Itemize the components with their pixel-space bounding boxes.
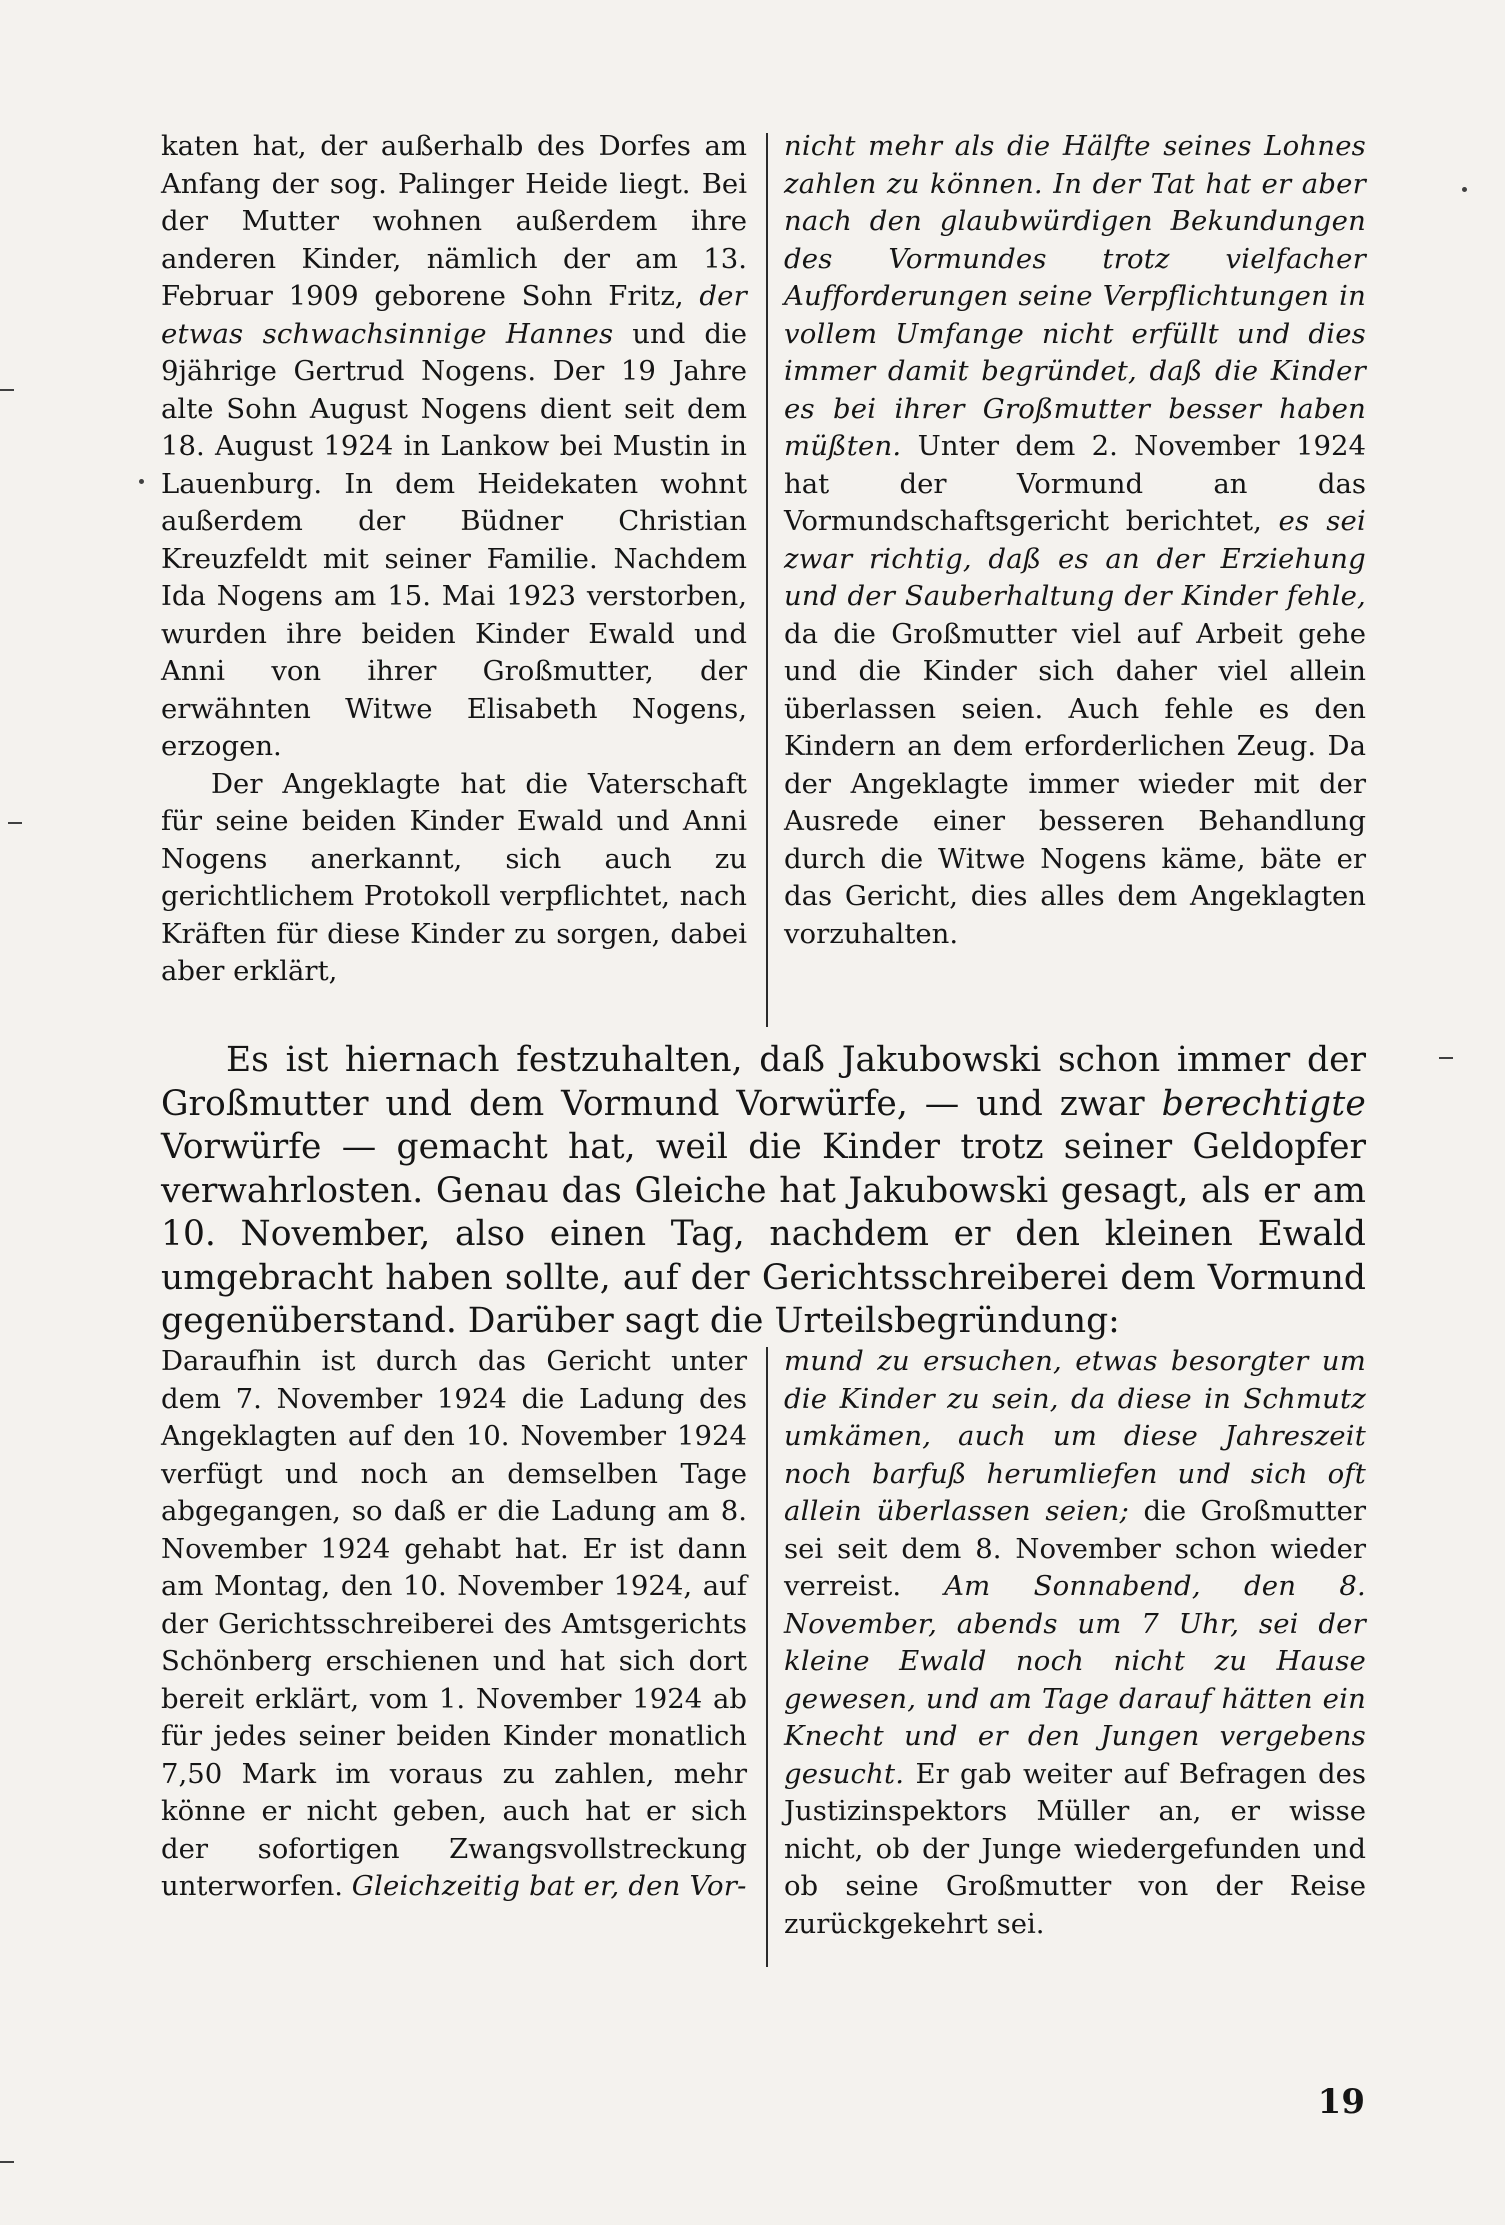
scan-speck bbox=[1462, 187, 1467, 192]
scan-speck bbox=[139, 479, 144, 484]
page-number: 19 bbox=[1317, 2082, 1365, 2122]
upper-right-column bbox=[784, 128, 1366, 953]
lower-right-paragraph bbox=[784, 1343, 1366, 1943]
lower-right-column bbox=[784, 1343, 1366, 1943]
upper-left-paragraph-1 bbox=[161, 128, 747, 766]
emphasis-span: Gleichzeitig bat er, den Vor- bbox=[351, 1870, 747, 1902]
text-span: die Großmutter sei seit dem 8. November schon wieder verreist. bbox=[784, 1495, 1366, 1602]
lower-left-paragraph bbox=[161, 1343, 747, 1906]
middle-paragraph-text bbox=[161, 1039, 1366, 1344]
margin-tick bbox=[8, 822, 22, 824]
text-span: Vorwürfe — gemacht hat, weil die Kinder trotz seiner Geldopfer verwahrlosten. Genau das Gleiche hat Jakubowski gesagt, als er am 10. November, also einen Tag, nachdem er den kleinen Ewald umgebracht haben sollte, auf der Gerichtsschreiberei dem Vormund gegenüberstand. Darüber sagt die Urteilsbegründung: bbox=[161, 1127, 1366, 1341]
text-span: Es ist hiernach festzuhalten, daß Jakubowski schon immer der Großmutter und dem Vormund Vorwürfe, — und zwar bbox=[161, 1040, 1366, 1124]
emphasis-span: berechtigte bbox=[1161, 1083, 1366, 1124]
upper-right-paragraph bbox=[784, 128, 1366, 953]
margin-tick bbox=[1439, 1057, 1453, 1059]
lower-left-column bbox=[161, 1343, 747, 1906]
column-divider-upper bbox=[766, 133, 768, 1027]
emphasis-span: der etwas schwachsinnige Hannes bbox=[161, 280, 747, 350]
emphasis-span: nicht mehr als die Hälfte seines Lohnes zahlen zu können. In der Tat hat er aber nach den glaubwürdigen Bekundungen des Vormundes trotz vielfacher Aufforderungen seine Verpflichtungen in vollem Umfange nicht erfüllt und dies immer damit begründet, daß die Kinder es bei ihrer Großmutter besser haben müßten. bbox=[784, 130, 1366, 462]
upper-left-paragraph-2 bbox=[161, 766, 747, 991]
text-span: Daraufhin ist durch das Gericht unter dem 7. November 1924 die Ladung des Angeklagten auf den 10. November 1924 verfügt und noch an demselben Tage abgegangen, so daß er die Ladung am 8. November 1924 gehabt hat. Er ist dann am Montag, den 10. November 1924, auf der Gerichtsschreiberei des Amtsgerichts Schönberg erschienen und hat sich dort bereit erklärt, vom 1. November 1924 ab für jedes seiner beiden Kinder monatlich 7,50 Mark im voraus zu zahlen, mehr könne er nicht geben, auch hat er sich der sofortigen Zwangsvollstreckung unterworfen. bbox=[161, 1345, 747, 1902]
margin-tick bbox=[0, 389, 14, 391]
text-span: katen hat, der außerhalb des Dorfes am Anfang der sog. Palinger Heide liegt. Bei der Mutter wohnen außerdem ihre anderen Kinder, nämlich der am 13. Februar 1909 geborene Sohn Fritz, bbox=[161, 130, 747, 312]
emphasis-span: mund zu ersuchen, etwas besorgter um die Kinder zu sein, da diese in Schmutz umkämen, auch um diese Jahreszeit noch barfuß herumliefen und sich oft allein überlassen seien; bbox=[784, 1345, 1366, 1527]
text-span: da die Großmutter viel auf Arbeit gehe und die Kinder sich daher viel allein überlassen seien. Auch fehle es den Kindern an dem erforderlichen Zeug. Da der Angeklagte immer wieder mit der Ausrede einer besseren Behandlung durch die Witwe Nogens käme, bäte er das Gericht, dies alles dem Angeklagten vorzuhalten. bbox=[784, 617, 1366, 950]
text-span: Der Angeklagte hat die Vaterschaft für seine beiden Kinder Ewald und Anni Nogens anerkannt, sich auch zu gerichtlichem Protokoll verpflichtet, nach Kräften für diese Kinder zu sorgen, dabei aber erklärt, bbox=[161, 767, 747, 987]
emphasis-span: Am Sonnabend, den 8. November, abends um 7 Uhr, sei der kleine Ewald noch nicht zu Hause gewesen, und am Tage darauf hätten ein Knecht und er den Jungen vergebens gesucht. bbox=[784, 1570, 1366, 1790]
full-width-paragraph bbox=[161, 1039, 1366, 1344]
emphasis-span: es sei zwar richtig, daß es an der Erziehung und der Sauberhaltung der Kinder fehle, bbox=[784, 505, 1366, 612]
text-span: Unter dem 2. November 1924 hat der Vormund an das Vormundschaftsgericht berichtet, bbox=[784, 430, 1366, 537]
upper-left-column bbox=[161, 128, 747, 991]
column-divider-lower bbox=[766, 1347, 768, 1967]
text-span: und die 9jährige Gertrud Nogens. Der 19 Jahre alte Sohn August Nogens dient seit dem 18. August 1924 in Lankow bei Mustin in Lauenburg. In dem Heidekaten wohnt außerdem der Büdner Christian Kreuzfeldt mit seiner Familie. Nachdem Ida Nogens am 15. Mai 1923 verstorben, wurden ihre beiden Kinder Ewald und Anni von ihrer Großmutter, der erwähnten Witwe Elisabeth Nogens, erzogen. bbox=[161, 317, 747, 762]
margin-tick bbox=[0, 2161, 14, 2163]
text-span: Er gab weiter auf Befragen des Justizinspektors Müller an, er wisse nicht, ob der Junge wiedergefunden und ob seine Großmutter von der Reise zurückgekehrt sei. bbox=[784, 1757, 1366, 1940]
